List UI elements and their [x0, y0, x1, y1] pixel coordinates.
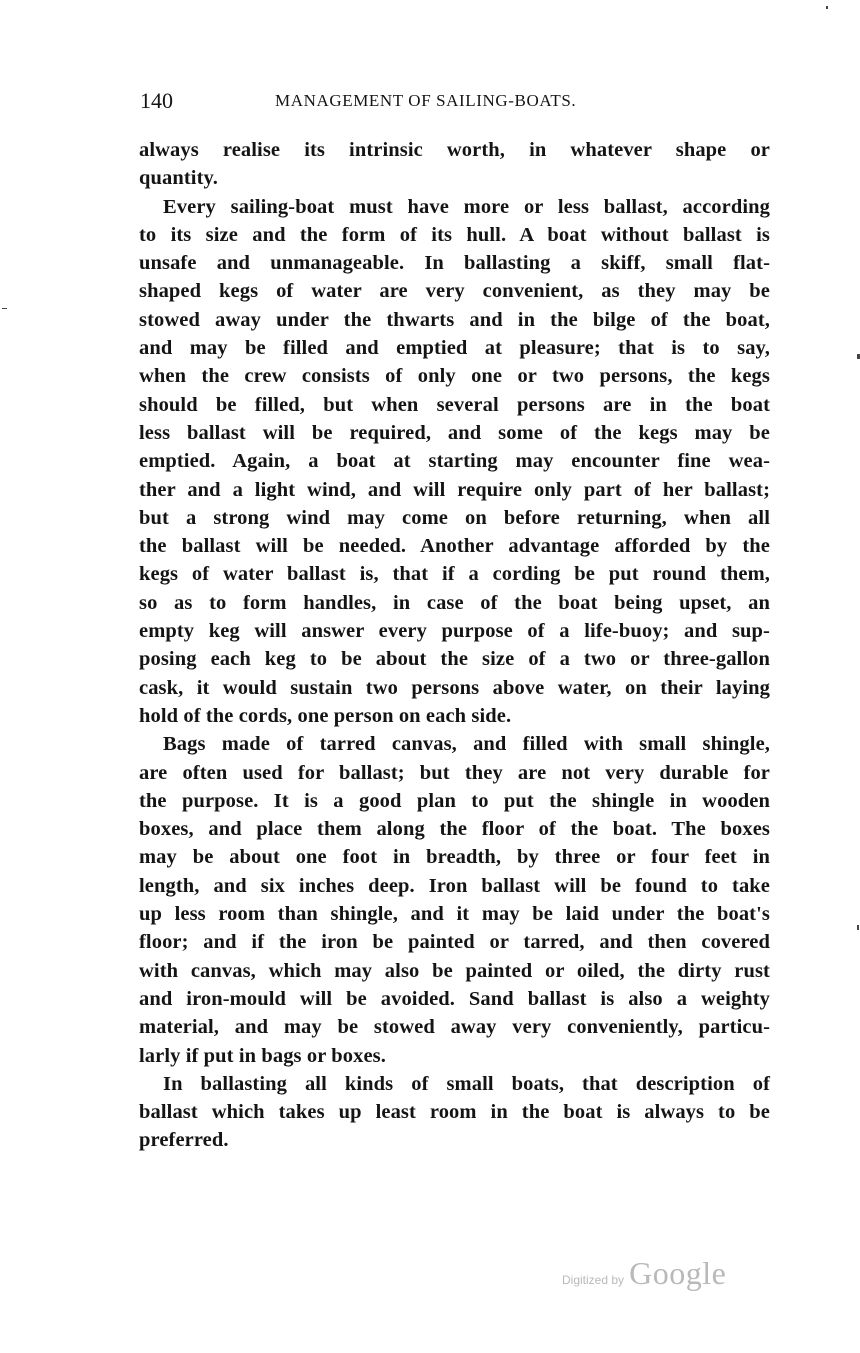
text-line: ther and a light wind, and will require only part of her ballast;: [139, 478, 770, 501]
body-text: [139, 136, 770, 1155]
text-line: kegs of water ballast is, that if a cording be put round them,: [139, 563, 770, 586]
text-line: ballast which takes up least room in the boat is always to be: [139, 1101, 770, 1124]
running-title: MANAGEMENT OF SAILING-BOATS.: [275, 91, 577, 110]
text-line: the ballast will be needed. Another advantage afforded by the: [139, 535, 770, 558]
page-number: 140: [140, 88, 173, 113]
paragraph: [139, 193, 770, 731]
text-line: less ballast will be required, and some of the kegs may be: [139, 421, 770, 444]
text-line: posing each keg to be about the size of a two or three-gallon: [139, 648, 770, 671]
text-line: with canvas, which may also be painted or oiled, the dirty rust: [139, 959, 770, 982]
text-line: when the crew consists of only one or two persons, the kegs: [139, 365, 770, 388]
scan-speck: [2, 308, 7, 309]
text-line: the purpose. It is a good plan to put the shingle in wooden: [139, 789, 770, 812]
text-line: may be about one foot in breadth, by three or four feet in: [139, 846, 770, 869]
text-line: boxes, and place them along the floor of the boat. The boxes: [139, 818, 770, 841]
text-line: to its size and the form of its hull. A boat without ballast is: [139, 223, 770, 246]
digitized-watermark: [562, 1255, 726, 1292]
text-line: In ballasting all kinds of small boats, that description of: [163, 1072, 770, 1095]
text-line: floor; and if the iron be painted or tarred, and then covered: [139, 931, 770, 954]
paragraph: [139, 1070, 770, 1155]
paragraph: [139, 730, 770, 1070]
text-line: Bags made of tarred canvas, and filled with small shingle,: [163, 733, 770, 756]
text-line: unsafe and unmanageable. In ballasting a skiff, small flat-: [139, 252, 770, 275]
google-logo: Google: [629, 1255, 727, 1291]
paragraph: [139, 136, 770, 193]
text-line: so as to form handles, in case of the boat being upset, an: [139, 591, 770, 614]
text-line: and may be filled and emptied at pleasure; that is to say,: [139, 337, 770, 360]
text-line: always realise its intrinsic worth, in whatever shape or: [139, 139, 770, 161]
text-line: material, and may be stowed away very conveniently, particu-: [139, 1016, 770, 1039]
text-line: and iron-mould will be avoided. Sand ballast is also a weighty: [139, 987, 770, 1010]
text-line: stowed away under the thwarts and in the bilge of the boat,: [139, 308, 770, 331]
scan-speck: [826, 6, 828, 9]
text-line: quantity.: [139, 167, 218, 190]
text-line: preferred.: [139, 1129, 229, 1152]
text-line: but a strong wind may come on before returning, when all: [139, 506, 770, 529]
scan-speck: [857, 925, 859, 930]
text-line: empty keg will answer every purpose of a life-buoy; and sup-: [139, 620, 770, 643]
running-head: [140, 88, 770, 116]
watermark-prefix: Digitized by: [562, 1273, 625, 1287]
text-line: Every sailing-boat must have more or less ballast, according: [163, 195, 770, 218]
text-line: up less room than shingle, and it may be laid under the boat's: [139, 903, 770, 926]
text-line: should be filled, but when several persons are in the boat: [139, 393, 770, 416]
text-line: shaped kegs of water are very convenient, as they may be: [139, 280, 770, 303]
text-line: larly if put in bags or boxes.: [139, 1044, 386, 1067]
text-line: hold of the cords, one person on each side.: [139, 704, 512, 727]
text-line: length, and six inches deep. Iron ballast will be found to take: [139, 874, 770, 897]
text-line: are often used for ballast; but they are not very durable for: [139, 761, 770, 784]
text-line: cask, it would sustain two persons above water, on their laying: [139, 676, 770, 699]
text-line: emptied. Again, a boat at starting may encounter fine wea-: [139, 450, 770, 473]
